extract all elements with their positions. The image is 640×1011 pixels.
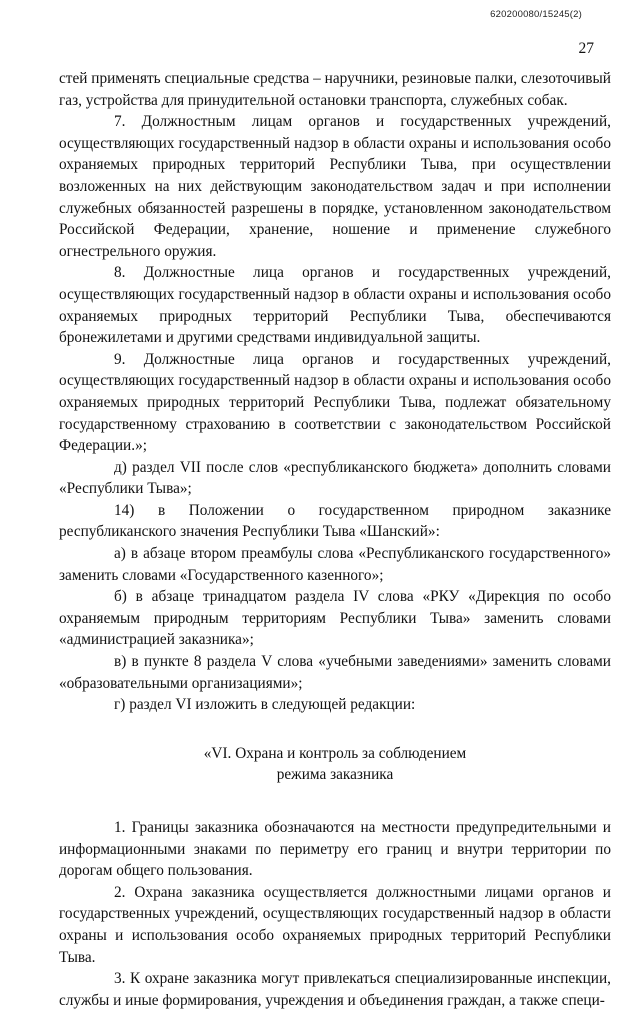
page-number: 27 [578,40,594,57]
document-id: 620200080/15245(2) [490,9,582,20]
paragraph-item-7: 7. Должностным лицам органов и государственных учреждений, осуществляющих государственный надзор в области охраны и использования особо охраняемых природных территорий Республики Тыва, при осуществлении возложенных на них действующим законодательством задач и при исполнении служебных обязанностей разрешены в порядке, установленном законодательством Российской Федерации, хранение, ношение и применение служебного огнестрельного оружия. [59,113,611,260]
paragraph-item-14: 14) в Положении о государственном природном заказнике республиканского значения Республики Тыва «Шанский»: [59,501,611,541]
paragraph-amendment-g: г) раздел VI изложить в следующей редакции: [114,696,416,714]
paragraph-amendment-b: б) в абзаце тринадцатом раздела IV слова «РКУ «Дирекция по особо охраняемым природным территориям Республики Тыва» заменить словами «администрацией заказника»; [59,588,611,649]
paragraph-section-item-2: 2. Охрана заказника осуществляется должностными лицами органов и государственных учреждений, осуществляющих государственный надзор в области охраны и использования особо охраняемых природных территорий Республики Тыва. [59,883,611,966]
paragraph-amendment-a: а) в абзаце втором преамбулы слова «Республиканского государственного» заменить словами «Государственного казенного»; [59,545,611,584]
section-heading-line-2: режима заказника [276,766,394,784]
paragraph-item-9: 9. Должностные лица органов и государственных учреждений, осуществляющих государственный надзор в области охраны и использования особо охраняемых природных территорий Республики Тыва, подлежат обязательному государственному страхованию в соответствии с законодательством Российской Федерации.»; [59,350,611,455]
paragraph-amendment-d: д) раздел VII после слов «республиканского бюджета» дополнить словами «Республики Тыва»; [59,458,611,498]
section-heading [59,743,611,786]
paragraph-section-item-3: 3. К охране заказника могут привлекаться специализированные инспекции, службы и иные формирования, учреждения и объединения граждан, а также специ- [59,970,611,1009]
paragraph-section-item-1: 1. Границы заказника обозначаются на местности предупредительными и информационными знаками по периметру его границ и внутри территории по дорогам общего пользования. [59,819,611,880]
paragraph-amendment-v: в) в пункте 8 раздела V слова «учебными заведениями» заменить словами «образовательными организациями»; [59,653,611,692]
paragraph-continuation: стей применять специальные средства – наручники, резиновые палки, слезоточивый газ, устройства для принудительной остановки транспорта, служебных собак. [59,70,611,109]
section-heading-line-1: «VI. Охрана и контроль за соблюдением [203,744,467,762]
paragraph-item-8: 8. Должностные лица органов и государственных учреждений, осуществляющих государственный надзор в области охраны и использования особо охраняемых природных территорий Республики Тыва, обеспечиваются бронежилетами и другими средствами индивидуальной защиты. [59,264,611,347]
document-body [59,68,611,1011]
